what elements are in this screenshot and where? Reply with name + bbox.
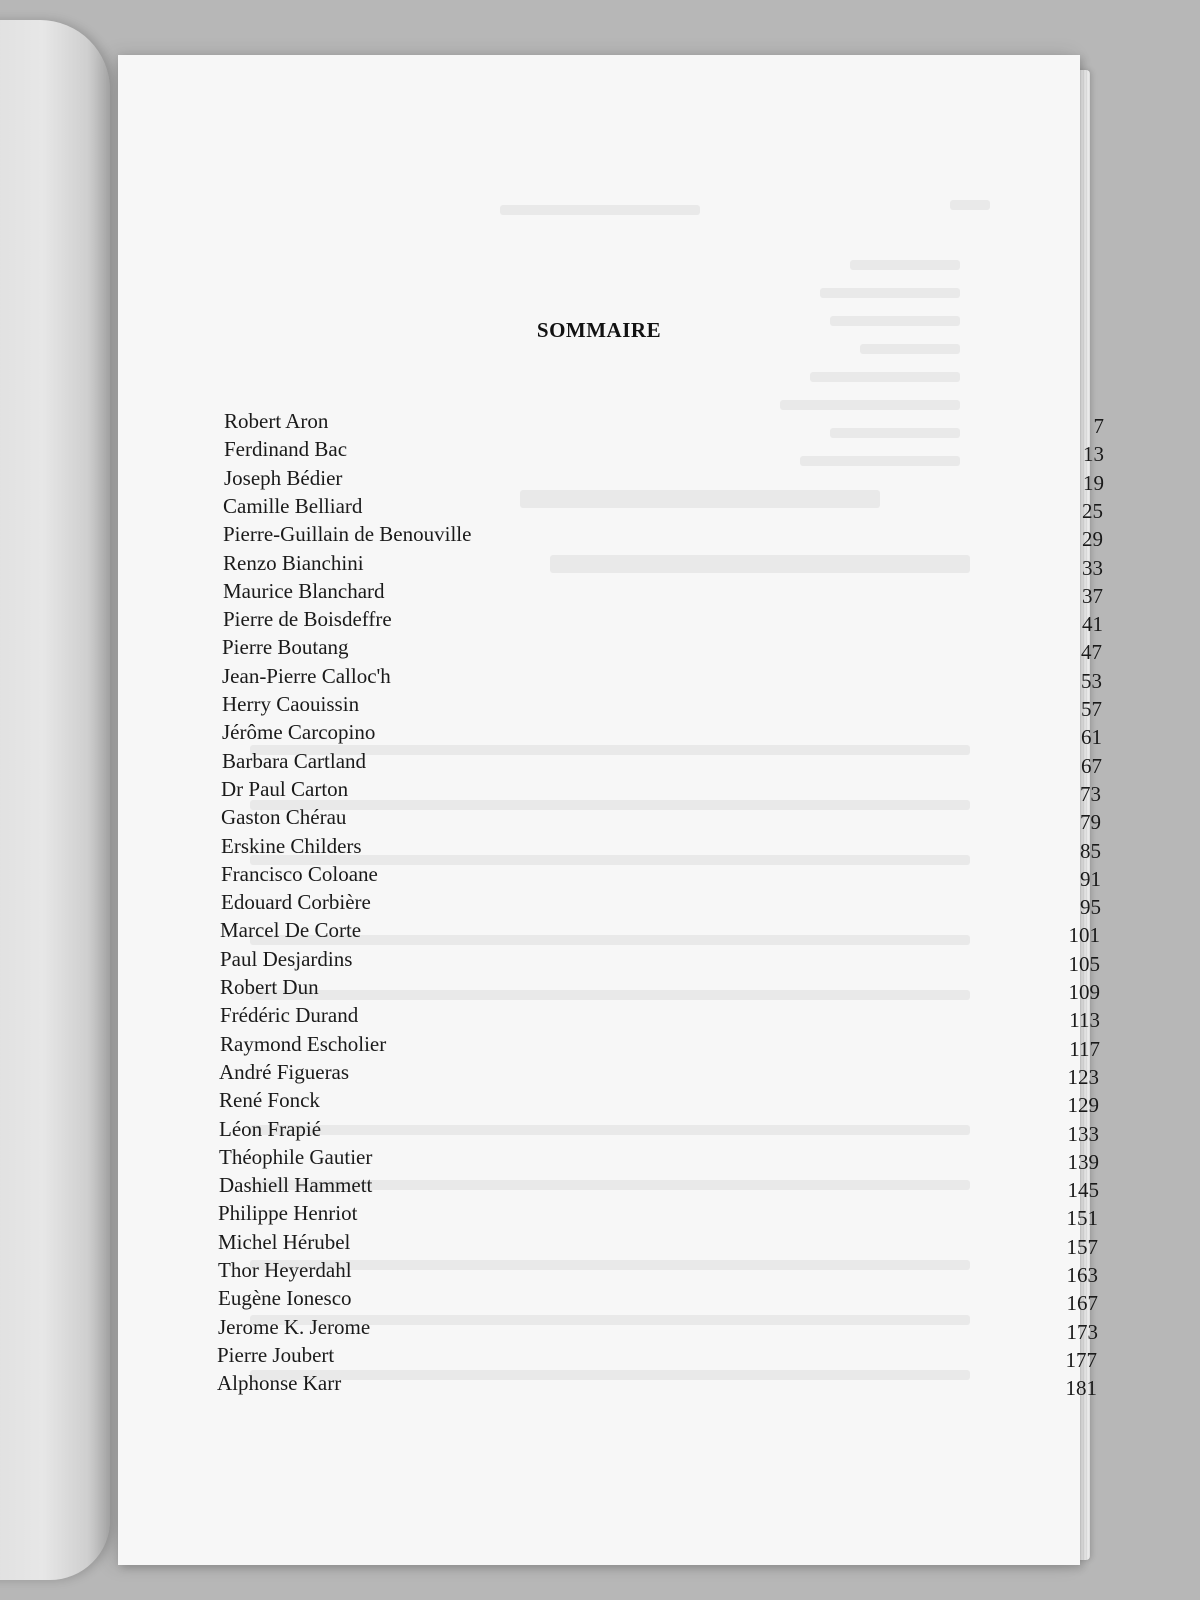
- toc-entry-page: 19: [1083, 470, 1104, 495]
- toc-entry-name: Marcel De Corte: [220, 918, 362, 943]
- toc-entry-name: Jean-Pierre Calloc'h: [222, 663, 391, 688]
- book-page: [118, 55, 1104, 1565]
- toc-entry-name: Frédéric Durand: [220, 1003, 359, 1028]
- toc-entry-page: 7: [1093, 414, 1104, 438]
- toc-entry: [222, 747, 1102, 778]
- toc-entry-page: 79: [1080, 810, 1101, 835]
- toc-entry-page: 25: [1082, 498, 1103, 523]
- toc-entry-page: 41: [1082, 612, 1103, 637]
- toc-entry: [218, 1199, 1098, 1231]
- toc-entry-page: 67: [1081, 753, 1102, 778]
- toc-entry-page: 101: [1068, 923, 1100, 948]
- toc-entry-page: 167: [1066, 1291, 1098, 1316]
- toc-entry: [222, 690, 1102, 721]
- toc-entry-name: Gaston Chérau: [221, 805, 347, 830]
- toc-entry-name: Jérôme Carcopino: [222, 720, 376, 745]
- toc-entry-name: Eugène Ionesco: [218, 1286, 352, 1311]
- toc-entry: [218, 1228, 1098, 1259]
- toc-entry: [217, 1369, 1097, 1401]
- toc-entry-name: Théophile Gautier: [219, 1144, 373, 1169]
- toc-entry: [219, 1058, 1099, 1089]
- toc-entry: [223, 492, 1103, 523]
- toc-entry-name: Thor Heyerdahl: [218, 1258, 352, 1282]
- toc-entry: [224, 435, 1104, 467]
- toc-entry-name: André Figueras: [219, 1059, 350, 1084]
- toc-entry-page: 157: [1066, 1234, 1098, 1259]
- toc-entry-page: 29: [1082, 527, 1103, 552]
- toc-entry: [223, 549, 1103, 580]
- toc-entry-name: Camille Belliard: [223, 493, 363, 518]
- toc-entry: [220, 916, 1100, 948]
- toc-entry-page: 113: [1069, 1008, 1100, 1033]
- toc-entry: [221, 888, 1101, 920]
- toc-entry: [221, 803, 1101, 835]
- toc-entry-name: Paul Desjardins: [220, 946, 353, 971]
- toc-entry: [221, 832, 1101, 863]
- toc-entry-page: 139: [1067, 1149, 1099, 1174]
- toc-entry-page: 109: [1068, 980, 1100, 1004]
- toc-entry: [219, 1171, 1099, 1203]
- toc-entry-page: 129: [1067, 1093, 1099, 1118]
- toc-entry-name: Pierre de Boisdeffre: [223, 607, 392, 632]
- toc-entry-page: 13: [1083, 442, 1104, 467]
- toc-entry-page: 37: [1082, 583, 1103, 608]
- toc-entry-name: Raymond Escholier: [220, 1031, 387, 1056]
- toc-entry: [221, 775, 1101, 806]
- facing-page-edge: [0, 20, 110, 1580]
- toc-entry-page: 61: [1081, 725, 1102, 750]
- toc-entry: [219, 1115, 1099, 1146]
- toc-entry: [224, 407, 1104, 438]
- toc-entry: [220, 973, 1100, 1004]
- toc-entry: [223, 605, 1103, 637]
- toc-entry: [220, 1030, 1100, 1061]
- toc-entry-name: Robert Dun: [220, 975, 319, 999]
- toc-entry-name: Pierre Boutang: [222, 635, 349, 660]
- toc-entry: [222, 718, 1102, 750]
- toc-entry-name: Dashiell Hammett: [219, 1173, 373, 1198]
- toc-entry-page: 91: [1080, 866, 1101, 891]
- toc-entry: [218, 1284, 1098, 1316]
- toc-entry: [218, 1313, 1098, 1344]
- toc-entry-name: Herry Caouissin: [222, 692, 360, 716]
- toc-entry-name: Jerome K. Jerome: [218, 1314, 371, 1339]
- toc-entry-page: 123: [1067, 1064, 1099, 1089]
- toc-entry-page: 105: [1068, 951, 1100, 976]
- toc-entry: [217, 1341, 1097, 1372]
- toc-entry-name: Pierre-Guillain de Benouville: [223, 522, 472, 547]
- toc-entry-page: 57: [1081, 697, 1102, 721]
- toc-entry-name: Robert Aron: [224, 409, 329, 433]
- toc-entry-name: Ferdinand Bac: [224, 437, 348, 462]
- toc-entry: [220, 1001, 1100, 1033]
- toc-entry-page: 177: [1065, 1347, 1097, 1372]
- toc-entry: [218, 1256, 1098, 1287]
- toc-entry-page: 145: [1067, 1178, 1099, 1203]
- toc-entry-page: 133: [1067, 1121, 1099, 1146]
- toc-entry-name: Léon Frapié: [219, 1116, 322, 1141]
- toc-entry: [224, 464, 1104, 495]
- toc-entry-name: Erskine Childers: [221, 833, 362, 858]
- toc-entry-page: 181: [1065, 1376, 1097, 1401]
- toc-entry-page: 163: [1066, 1263, 1098, 1287]
- page-title: SOMMAIRE: [536, 318, 662, 342]
- toc-entry-name: Renzo Bianchini: [223, 550, 364, 575]
- toc-entry-page: 47: [1081, 640, 1102, 665]
- toc-entry-name: Alphonse Karr: [217, 1371, 342, 1396]
- toc-entry-name: Dr Paul Carton: [221, 776, 349, 801]
- toc-entry-page: 173: [1066, 1319, 1098, 1344]
- toc-entry-page: 73: [1080, 781, 1101, 806]
- toc-entry: [220, 945, 1100, 976]
- toc-entry: [222, 633, 1102, 665]
- toc-entry: [221, 860, 1101, 891]
- toc-entry: [222, 662, 1102, 693]
- toc-entry-name: Francisco Coloane: [221, 861, 378, 886]
- toc-entry-name: Michel Hérubel: [218, 1229, 351, 1254]
- toc-entry-name: Edouard Corbière: [221, 890, 371, 915]
- toc-entry-page: 33: [1082, 555, 1103, 580]
- toc-entry: [223, 577, 1103, 608]
- toc-entry-page: 85: [1080, 838, 1101, 863]
- toc-entry-name: Barbara Cartland: [222, 748, 367, 773]
- toc-entry-name: René Fonck: [219, 1088, 320, 1113]
- toc-entry: [219, 1143, 1099, 1174]
- toc-entry-page: 151: [1066, 1206, 1098, 1231]
- toc-entry-name: Joseph Bédier: [224, 465, 343, 490]
- toc-entry-page: 53: [1081, 668, 1102, 693]
- toc-entry-name: Pierre Joubert: [217, 1342, 335, 1367]
- toc-entry-name: Maurice Blanchard: [223, 578, 385, 603]
- toc-entry-page: 117: [1069, 1036, 1100, 1061]
- toc-entry-name: Philippe Henriot: [218, 1201, 358, 1226]
- toc-entry: [223, 520, 1103, 552]
- toc-entry: [219, 1086, 1099, 1118]
- toc-entry-page: 95: [1080, 895, 1101, 920]
